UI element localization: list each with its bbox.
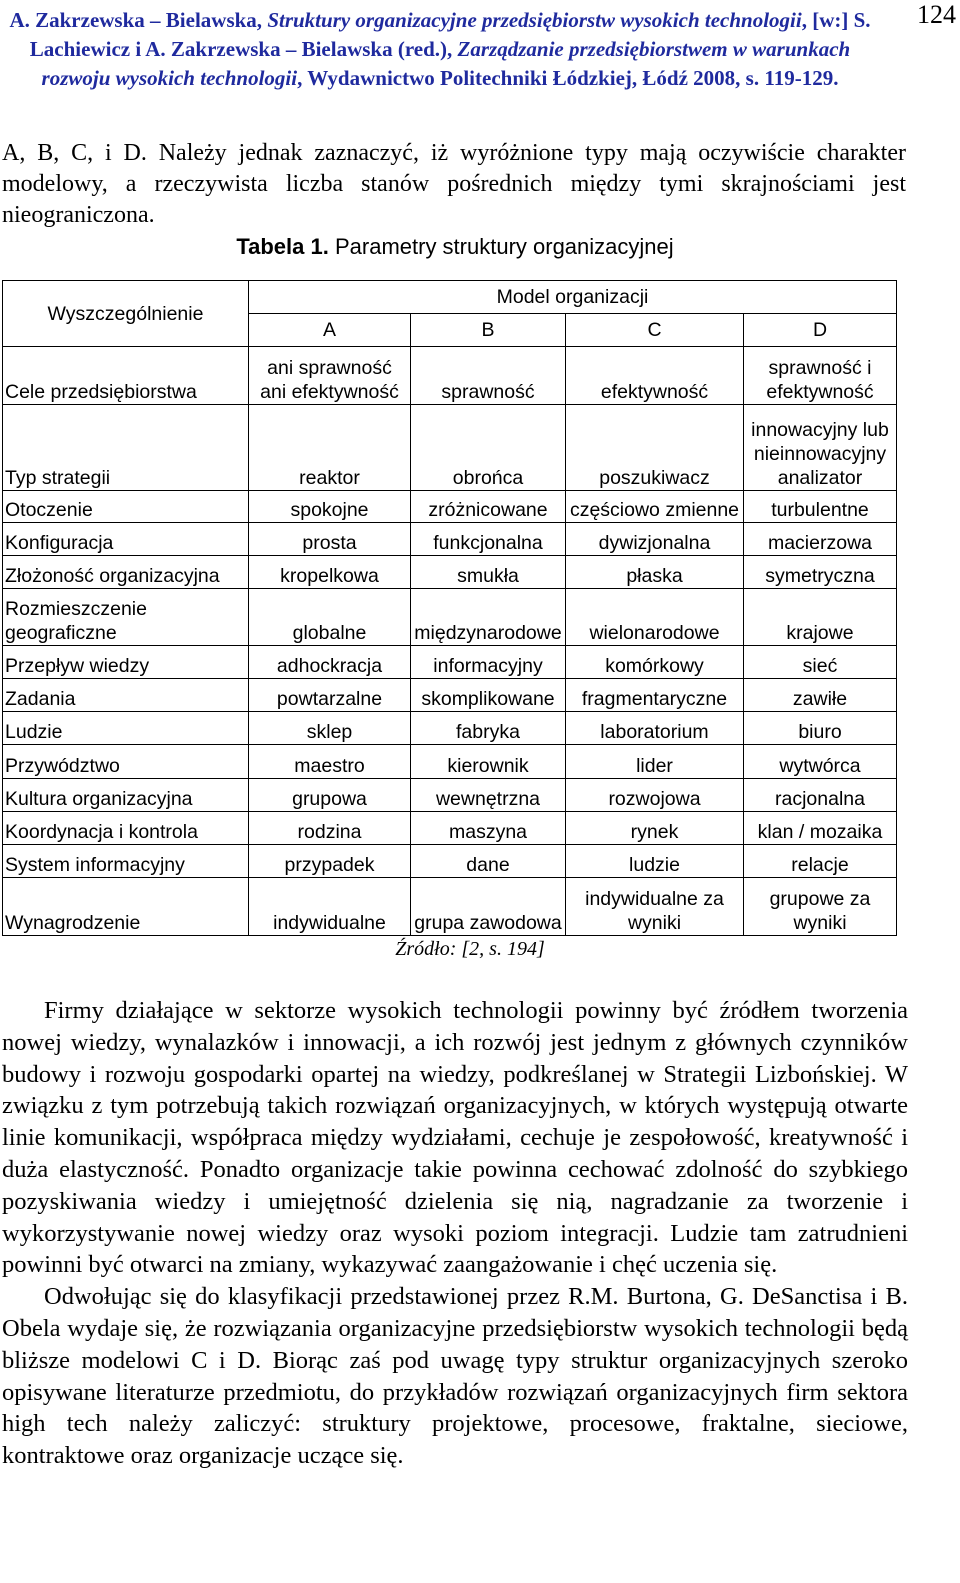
table-cell: prosta [249, 523, 411, 556]
paragraph: Odwołując się do klasyfikacji przedstawionej przez R.M. Burtona, G. DeSanctisa i B. Obela wydaje się, że rozwiązania organizacyjne przedsiębiorstw wysokich technologii będą bliższe modelowi C i D. Biorąc zaś pod uwagę typy struktur organizacyjnych szeroko opisywane literaturze przedmiotu, do przykładów rozwiązań organizacyjnych firm sektora high tech należy zaliczyć: struktury projektowe, procesowe, fraktalne, sieciowe, kontraktowe oraz organizacje uczące się. [2, 1283, 908, 1470]
table-cell: kropelkowa [249, 556, 411, 589]
table-cell: grupa zawodowa [411, 878, 566, 936]
row-label: Koordynacja i kontrola [3, 812, 249, 845]
header-editors: , [w:] S. Lachiewicz i A. Zakrzewska – Bielawska (red.), [29, 8, 871, 61]
column-header-b: B [411, 314, 566, 347]
table-row [3, 845, 897, 878]
table-cell: grupowe za wyniki [744, 878, 897, 936]
table-row [3, 523, 897, 556]
table-cell: indywidualne [249, 878, 411, 936]
table-cell: smukła [411, 556, 566, 589]
table-cell: funkcjonalna [411, 523, 566, 556]
table-cell: fabryka [411, 712, 566, 745]
table-cell: dywizjonalna [566, 523, 744, 556]
table-cell: wielonarodowe [566, 589, 744, 646]
table-cell: innowacyjny lub nieinnowacyjny analizator [744, 405, 897, 491]
table-cell: turbulentne [744, 491, 897, 523]
table-row [3, 491, 897, 523]
table-row [3, 745, 897, 779]
table-cell: przypadek [249, 845, 411, 878]
column-header-c: C [566, 314, 744, 347]
table-row [3, 712, 897, 745]
table-cell: klan / mozaika [744, 812, 897, 845]
source-note: Źródło: [2, s. 194] [395, 938, 545, 960]
table-cell: macierzowa [744, 523, 897, 556]
table-cell: lider [566, 745, 744, 779]
table-cell: zróżnicowane [411, 491, 566, 523]
table-cell: relacje [744, 845, 897, 878]
table-cell: maszyna [411, 812, 566, 845]
table-cell: adhockracja [249, 646, 411, 679]
table-row [3, 405, 897, 491]
table-row [3, 646, 897, 679]
table-row [3, 878, 897, 936]
table-cell: ani sprawność ani efektywność [249, 347, 411, 405]
table-cell: dane [411, 845, 566, 878]
row-label: Cele przedsiębiorstwa [3, 347, 249, 405]
table-cell: maestro [249, 745, 411, 779]
table-row [3, 779, 897, 812]
table-cell: rodzina [249, 812, 411, 845]
parameters-table [2, 280, 897, 936]
paragraph: Firmy działające w sektorze wysokich technologii powinny być źródłem tworzenia nowej wiedzy, wynalazków i innowacji, a ich rozwój jest jednym z głównych czynników budowy i rozwoju gospodarki opartej na wiedzy, podkreślanej w Strategii Lizbońskiej. W związku z tym potrzebują takich rozwiązań organizacyjnych, w których występują otwarte linie komunikacji, współpraca między wydziałami, cechuje je zespołowość, kreatywność i duża elastyczność. Ponadto organizacje takie powinna cechować zdolność do szybkiego pozyskiwania wiedzy i umiejętność dzielenia się nią, nagradzanie za tworzenie i wykorzystywanie nowej wiedzy oraz wysoki poziom integracji. Ludzie tam zatrudnieni powinni być otwarci na zmiany, wykazywać zaangażowanie i chęć uczenia się. [2, 997, 908, 1279]
table-cell: płaska [566, 556, 744, 589]
table-cell: globalne [249, 589, 411, 646]
table-cell: rynek [566, 812, 744, 845]
header-chapter-title: Struktury organizacyjne przedsiębiorstw wysokich technologii [267, 8, 802, 32]
table-cell: racjonalna [744, 779, 897, 812]
table-cell: sprawność [411, 347, 566, 405]
row-label: Zadania [3, 679, 249, 712]
table-cell: skomplikowane [411, 679, 566, 712]
table-cell: powtarzalne [249, 679, 411, 712]
row-label: System informacyjny [3, 845, 249, 878]
table-row [3, 679, 897, 712]
group-header: Model organizacji [249, 281, 897, 314]
table-cell: biuro [744, 712, 897, 745]
table-cell: wytwórca [744, 745, 897, 779]
table-cell: obrońca [411, 405, 566, 491]
row-label: Otoczenie [3, 491, 249, 523]
table-cell: fragmentaryczne [566, 679, 744, 712]
header-publisher: , Wydawnictwo Politechniki Łódzkiej, Łódź 2008, s. 119-129. [297, 66, 839, 90]
table-row [3, 589, 897, 646]
row-label: Rozmieszczenie geograficzne [3, 589, 249, 646]
table-cell: efektywność [566, 347, 744, 405]
table-cell: sprawność i efektywność [744, 347, 897, 405]
row-label: Wynagrodzenie [3, 878, 249, 936]
table-row [3, 347, 897, 405]
table-cell: zawiłe [744, 679, 897, 712]
body-text [2, 995, 908, 1472]
table-cell: indywidualne za wyniki [566, 878, 744, 936]
table-caption [0, 232, 910, 262]
column-header-d: D [744, 314, 897, 347]
row-label: Konfiguracja [3, 523, 249, 556]
table-cell: informacyjny [411, 646, 566, 679]
table-cell: międzynarodowe [411, 589, 566, 646]
intro-paragraph: A, B, C, i D. Należy jednak zaznaczyć, iż wyróżnione typy mają oczywiście charakter modelowy, a rzeczywista liczba stanów pośrednich między tymi skrajnościami jest nieograniczona. [2, 140, 906, 228]
row-label: Ludzie [3, 712, 249, 745]
page-number: 124 [917, 0, 956, 29]
table-cell: rozwojowa [566, 779, 744, 812]
table-cell: laboratorium [566, 712, 744, 745]
row-label: Typ strategii [3, 405, 249, 491]
table-cell: reaktor [249, 405, 411, 491]
table-caption-text: Parametry struktury organizacyjnej [328, 234, 674, 259]
table-cell: komórkowy [566, 646, 744, 679]
column-header-a: A [249, 314, 411, 347]
table-row [3, 812, 897, 845]
corner-header: Wyszczególnienie [3, 281, 249, 347]
table-cell: ludzie [566, 845, 744, 878]
row-label: Złożoność organizacyjna [3, 556, 249, 589]
row-label: Przywództwo [3, 745, 249, 779]
table-cell: kierownik [411, 745, 566, 779]
table-cell: spokojne [249, 491, 411, 523]
table-cell: wewnętrzna [411, 779, 566, 812]
table-cell: symetryczna [744, 556, 897, 589]
citation-header [0, 6, 880, 93]
table-cell: krajowe [744, 589, 897, 646]
row-label: Przepływ wiedzy [3, 646, 249, 679]
table-row [3, 556, 897, 589]
row-label: Kultura organizacyjna [3, 779, 249, 812]
table-caption-label: Tabela 1. [236, 234, 329, 259]
table-cell: sklep [249, 712, 411, 745]
table-cell: częściowo zmienne [566, 491, 744, 523]
header-authors: A. Zakrzewska – Bielawska, [9, 8, 268, 32]
table-cell: sieć [744, 646, 897, 679]
header-book-title: Zarządzanie przedsiębiorstwem w warunkach rozwoju wysokich technologii [41, 37, 851, 90]
table-cell: grupowa [249, 779, 411, 812]
table-cell: poszukiwacz [566, 405, 744, 491]
